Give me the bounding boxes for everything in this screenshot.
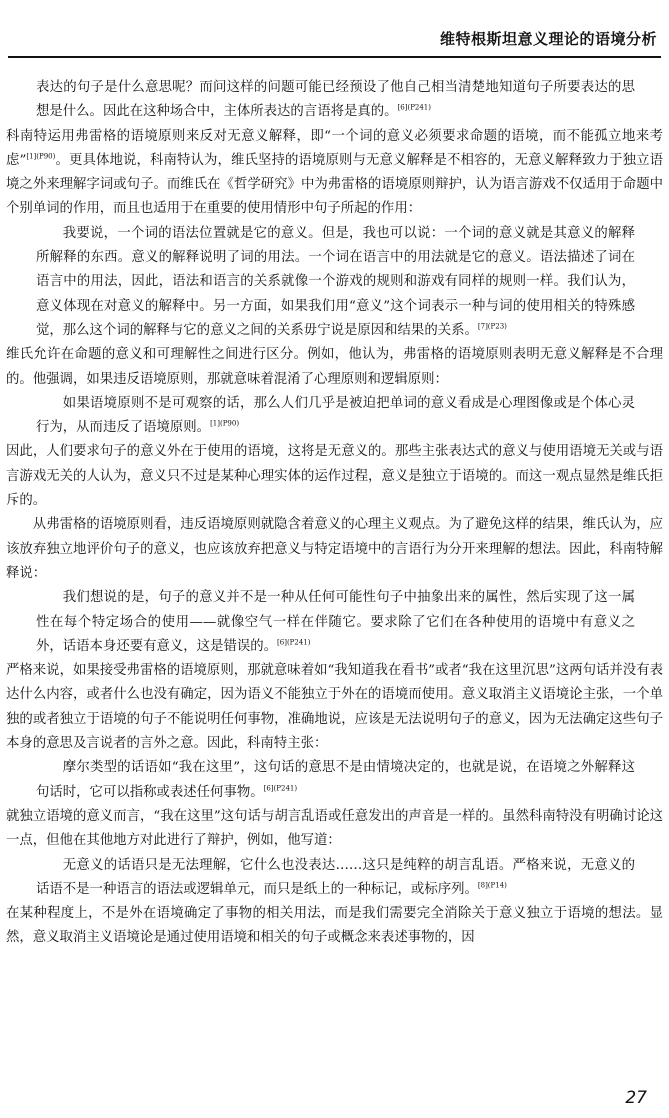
running-header: [8, 24, 661, 58]
paragraph: 在某种程度上，不是外在语境确定了事物的相关用法，而是我们需要完全消除关于意义独立于语境的想法。显然，意义取消主义语境论是通过使用语境和相关的句子或概念来表述事物的，因: [6, 906, 663, 946]
quote-paragraph: 无意义的话语只是无法理解，它什么也没表达……这只是纯粹的胡言乱语。严格来说，无意义的话语不是一种语言的语法或逻辑单元，而只是纸上的一种标记，或标序列。$^{[8](P14)}$: [36, 857, 635, 897]
quote-paragraph: 摩尔类型的话语如“我在这里”，这句话的意思不是由情境决定的，也就是说，在语境之外解释这句话时，它可以指称或表述任何事物。$^{[6](P241)}$: [36, 760, 635, 800]
paragraph: 维氏允许在命题的意义和可理解性之间进行区分。例如，他认为，弗雷格的语境原则表明无意义解释是不合理的。他强调，如果违反语境原则，那就意味着混淆了心理原则和逻辑原则：: [6, 347, 663, 387]
citation-ref: [6](P241): [397, 103, 431, 112]
citation-ref: [1](P90): [26, 152, 56, 161]
paragraph: 科南特运用弗雷格的语境原则来反对无意义解释，即“一个词的意义必须要求命题的语境，而不能孤立地来考虑”$^{[1](P90)}$。更具体地说，科南特认为，维氏坚持的语境原则与无意义解释是不相容的，无意义解释致力于独立语境之外来理解字词或句子。而维氏在《哲学研究》中为弗雷格的语境原则辩护，认为语言游戏不仅适用于命题中个别单词的作用，而且也适用于在重要的使用情形中句子所起的作用：: [6, 128, 663, 217]
quote-paragraph: 表达的句子是什么意思呢？而问这样的问题可能已经预设了他自己相当清楚地知道句子所要表达的思想是什么。因此在这种场合中，主体所表达的言语将是真的。$^{[6](P241)}$: [36, 80, 635, 120]
quote-paragraph: 我要说，一个词的语法位置就是它的意义。但是，我也可以说：一个词的意义就是其意义的解释所解释的东西。意义的解释说明了词的用法。一个词在语言中的用法就是它的意义。语法描述了词在语言中的用法，因此，语法和语言的关系就像一个游戏的规则和游戏有同样的规则一样。我们认为，意义体现在对意义的解释中。另一方面，如果我们用“意义”这个词表示一种与词的使用相关的特殊感觉，那么这个词的解释与它的意义之间的关系毋宁说是原因和结果的关系。$^{[7](P23)}$: [36, 225, 635, 338]
citation-ref: [8](P14): [477, 881, 507, 890]
citation-ref: [1](P90): [210, 419, 240, 428]
paragraph: 从弗雷格的语境原则看，违反语境原则就隐含着意义的心理主义观点。为了避免这样的结果，维氏认为，应该放弃独立地评价句子的意义，也应该放弃把意义与特定语境中的言语行为分开来理解的想法。因此，科南特解释说：: [6, 517, 663, 581]
body-text: [6, 76, 663, 951]
citation-ref: [6](P241): [277, 638, 311, 647]
running-header-title: 维特根斯坦意义理论的语境分析: [439, 30, 657, 48]
quote-paragraph: 如果语境原则不是可观察的话，那么人们几乎是被迫把单词的意义看成是心理图像或是个体心灵行为，从而违反了语境原则。$^{[1](P90)}$: [36, 395, 635, 436]
page-number: 27: [625, 1088, 647, 1108]
header-rule: [8, 56, 661, 58]
citation-ref: [7](P23): [477, 322, 507, 331]
quote-paragraph: 我们想说的是，句子的意义并不是一种从任何可能性句子中抽象出来的属性，然后实现了这一属性在每个特定场合的使用——就像空气一样在伴随它。要求除了它们在各种使用的语境中有意义之外，话语本身还要有意义，这是错误的。$^{[6](P241)}$: [36, 590, 635, 654]
paragraph: 严格来说，如果接受弗雷格的语境原则，那就意味着如“我知道我在看书”或者“我在这里沉思”这两句话并没有表达什么内容，或者什么也没有确定，因为语义不能独立于外在的语境而使用。意义取消主义语境论主张，一个单独的或者独立于语境的句子不能说明任何事物，准确地说，应该是无法说明句子的意义，因为无法确定这些句子本身的意思及言说者的言外之意。因此，科南特主张：: [6, 663, 663, 752]
citation-ref: [6](P241): [263, 784, 298, 793]
paragraph: 就独立语境的意义而言，“我在这里”这句话与胡言乱语或任意发出的声音是一样的。虽然科南特没有明确讨论这一点，但他在其他地方对此进行了辩护，例如，他写道：: [6, 808, 663, 849]
paragraph: 因此，人们要求句子的意义外在于使用的语境，这将是无意义的。那些主张表达式的意义与使用语境无关或与语言游戏无关的人认为，意义只不过是某种心理实体的运作过程，意义是独立于语境的。而这一观点显然是维氏拒斥的。: [6, 444, 663, 509]
